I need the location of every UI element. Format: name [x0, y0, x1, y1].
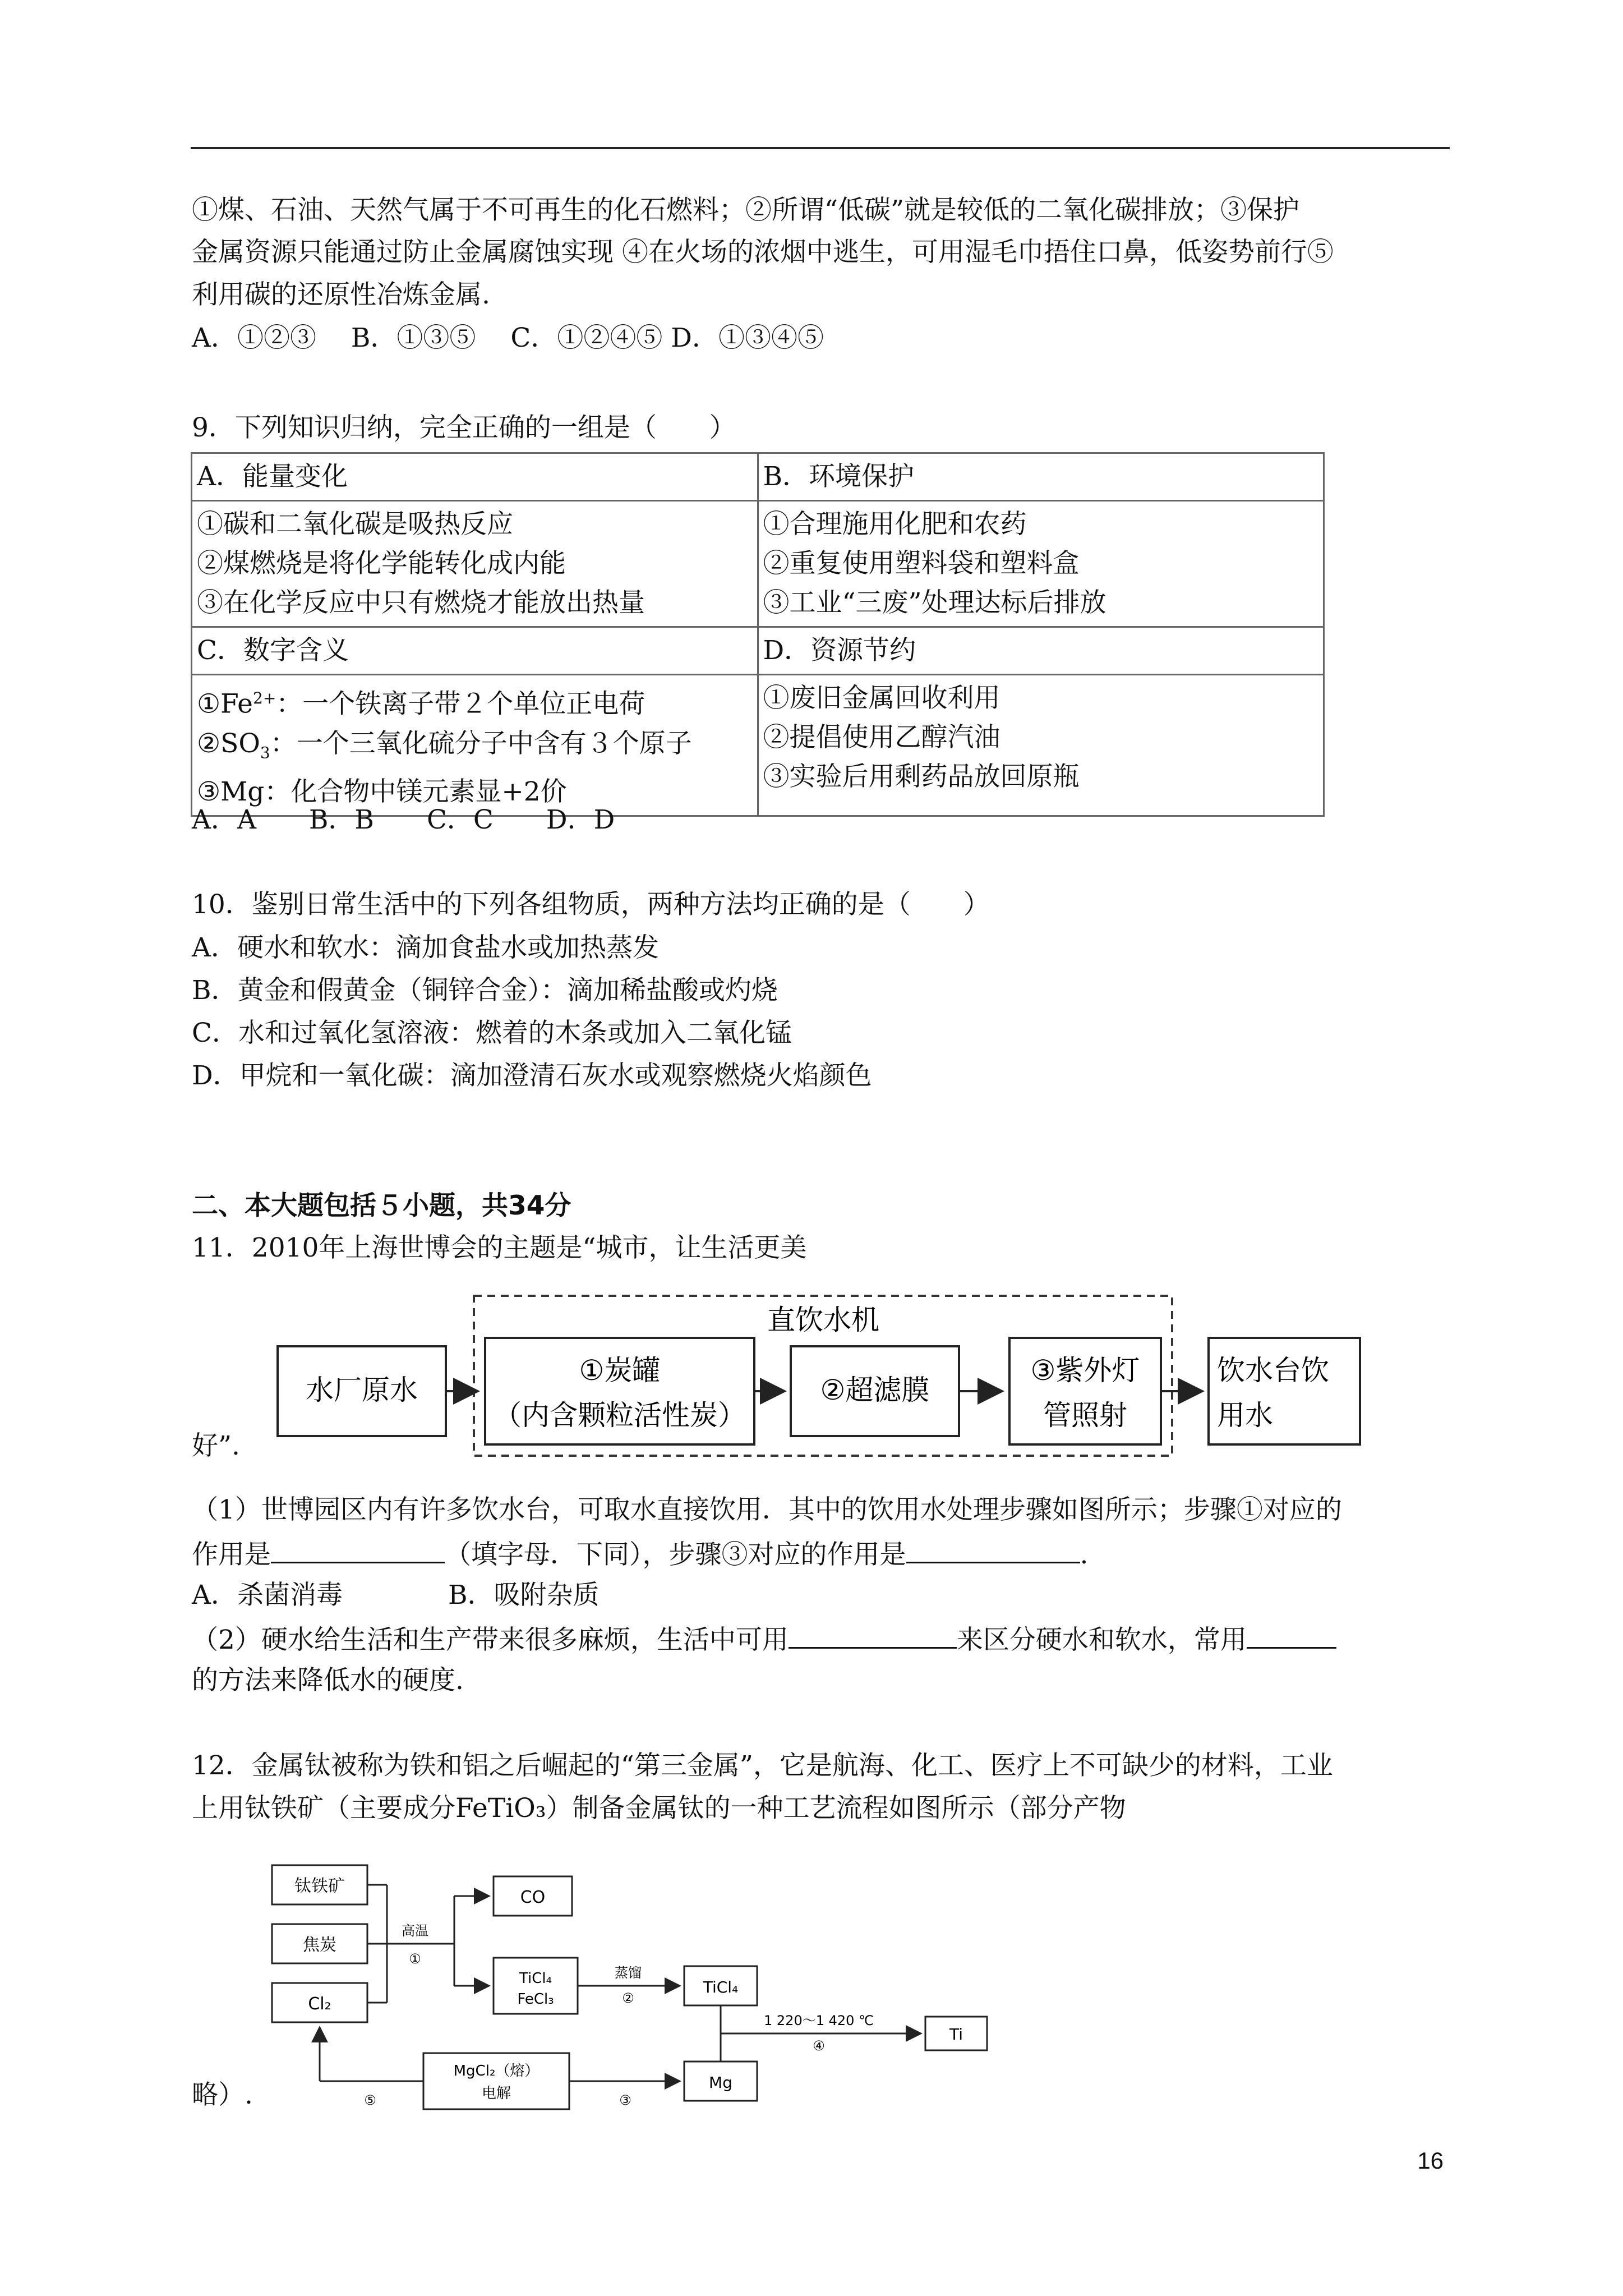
q12-titanium-process-diagram [264, 1851, 993, 2143]
q9-cell-c-head: C．数字含义 [192, 627, 758, 675]
q12-line-2: 上用钛铁矿（主要成分FeTiO₃）制备金属钛的一种工艺流程如图所示（部分产物 [192, 1793, 1126, 1824]
q9-c1-formula: ①Fe [197, 688, 253, 720]
q12-step-1: ① [409, 1951, 421, 1967]
q11-blank-distinguish[interactable] [789, 1621, 957, 1649]
q11-step1-label-b: （内含颗粒活性炭） [494, 1399, 746, 1432]
q9-c1-text: ：一个铁离子带２个单位正电荷 [276, 688, 645, 720]
q11-output-label-a: 饮水台饮 [1217, 1354, 1329, 1387]
q9-cell-a [192, 501, 758, 627]
q12-cl2-label: Cl₂ [308, 1994, 331, 2014]
q12-condition-2: 蒸馏 [615, 1965, 642, 1981]
q12-mgcl2-label-a: MgCl₂（熔） [453, 2063, 540, 2079]
q12-ore-label: 钛铁矿 [294, 1876, 345, 1896]
q9-cell-a-head: A．能量变化 [192, 453, 758, 501]
q10-option-b: B．黄金和假黄金（铜锌合金）：滴加稀盐酸或灼烧 [192, 975, 778, 1006]
q9-c1-charge: 2+ [253, 689, 276, 707]
q11-stem: 11．2010年上海世博会的主题是“城市，让生活更美 [192, 1232, 807, 1263]
q12-condition-1: 高温 [402, 1923, 428, 1939]
q11-raw-label: 水厂原水 [306, 1374, 418, 1406]
q8-line-2: 金属资源只能通过防止金属腐蚀实现 ④在火场的浓烟中逃生，可用湿毛巾捂住口鼻，低姿势前行⑤ [192, 237, 1334, 268]
q9-d-item: ③实验后用剩药品放回原瓶 [763, 761, 1080, 792]
q9-b-item: ②重复使用塑料袋和塑料盒 [763, 548, 1080, 579]
q11-part1-line-1: （1）世博园区内有许多饮水台，可取水直接饮用．其中的饮用水处理步骤如图所示；步骤①对应的 [192, 1494, 1342, 1525]
q12-line-3: 略）. [192, 2079, 253, 2110]
q10-option-d: D．甲烷和一氧化碳：滴加澄清石灰水或观察燃烧火焰颜色 [192, 1060, 872, 1091]
q11-blank-soften[interactable] [1247, 1621, 1336, 1649]
q9-cell-b-head: B．环境保护 [758, 453, 1324, 501]
q12-step-5: ⑤ [364, 2092, 376, 2108]
q11-part2-text-b: 来区分硬水和软水，常用 [956, 1625, 1247, 1655]
q11-part1-line-2 [192, 1536, 1088, 1572]
q11-water-treatment-diagram [275, 1285, 1374, 1470]
q9-knowledge-table [191, 452, 1325, 817]
q9-a-item: ②煤燃烧是将化学能转化成内能 [197, 548, 566, 579]
q9-cell-d-head: D．资源节约 [758, 627, 1324, 675]
q12-mgcl2-label-b: 电解 [481, 2085, 511, 2102]
q11-group-label: 直饮水机 [767, 1304, 879, 1336]
q12-coke-label: 焦炭 [303, 1935, 336, 1955]
q11-part2-text-a: （2）硬水给生活和生产带来很多麻烦，生活中可用 [192, 1625, 789, 1655]
q9-c2-subscript: 3 [260, 743, 270, 762]
q12-mg-label: Mg [709, 2073, 732, 2092]
q9-cell-c [192, 675, 758, 816]
q9-c2-text: ：一个三氧化硫分子中含有３个原子 [270, 728, 692, 759]
q10-stem: 10．鉴别日常生活中的下列各组物质，两种方法均正确的是（ ） [192, 889, 990, 920]
q12-co-label: CO [520, 1888, 546, 1907]
q10-option-c: C．水和过氧化氢溶液：燃着的木条或加入二氧化锰 [192, 1018, 792, 1048]
section-heading: 二、本大题包括５小题，共34分 [192, 1190, 571, 1221]
q9-b-item: ①合理施用化肥和农药 [763, 509, 1027, 540]
q9-d-item: ①废旧金属回收利用 [763, 683, 1000, 714]
q11-step1-label-a: ①炭罐 [579, 1354, 661, 1387]
q11-step2-label: ②超滤膜 [820, 1374, 930, 1406]
q9-cell-d [758, 675, 1324, 816]
q9-c-item-1 [197, 679, 753, 724]
q12-step-4: ④ [813, 2038, 825, 2054]
q9-a-item: ①碳和二氧化碳是吸热反应 [197, 509, 513, 540]
q12-mix-label-2: FeCl₃ [517, 1991, 554, 2008]
q10-option-a: A．硬水和软水：滴加食盐水或加热蒸发 [192, 932, 659, 963]
q8-options: A．①②③ B．①③⑤ C．①②④⑤ D．①③④⑤ [192, 323, 824, 353]
q11-options: A．杀菌消毒 B．吸附杂质 [192, 1580, 600, 1611]
q9-c2-formula: ②SO [197, 728, 260, 759]
q9-options: A．A B．B C．C D．D [192, 804, 615, 835]
q11-part2-line-2: 的方法来降低水的硬度. [192, 1665, 464, 1696]
q9-c-item-2 [197, 724, 753, 772]
q11-blank-step1[interactable] [271, 1536, 445, 1563]
q12-line-1: 12．金属钛被称为铁和铝之后崛起的“第三金属”，它是航海、化工、医疗上不可缺少的材料，工业 [192, 1750, 1333, 1781]
q9-b-item: ③工业“三废”处理达标后排放 [763, 587, 1106, 618]
q9-stem: 9．下列知识归纳，完全正确的一组是（ ） [192, 412, 736, 443]
q8-line-1: ①煤、石油、天然气属于不可再生的化石燃料；②所谓“低碳”就是较低的二氧化碳排放；③保护 [192, 195, 1300, 226]
q9-d-item: ②提倡使用乙醇汽油 [763, 722, 1000, 753]
q12-step-3: ③ [619, 2092, 631, 2108]
q12-step-2: ② [622, 1990, 634, 2006]
q11-part1-text-b: （填字母．下同），步骤③对应的作用是 [445, 1539, 906, 1570]
q12-mix-label-1: TiCl₄ [519, 1970, 552, 1987]
header-rule [191, 147, 1450, 149]
q9-cell-b [758, 501, 1324, 627]
q12-ti-label: Ti [949, 2025, 963, 2044]
q11-part1-text-a: 作用是 [192, 1539, 271, 1570]
q11-part1-text-c: . [1080, 1539, 1089, 1570]
q12-ticl4-label: TiCl₄ [703, 1978, 739, 1996]
q8-line-3: 利用碳的还原性冶炼金属. [192, 279, 490, 310]
q11-step3-label-b: 管照射 [1043, 1399, 1127, 1432]
q11-blank-step3[interactable] [906, 1536, 1080, 1563]
q11-part2-line-1 [192, 1621, 1336, 1657]
q11-output-label-b: 用水 [1217, 1399, 1273, 1432]
q9-c-item-3: ③Mg：化合物中镁元素显+2价 [197, 776, 567, 808]
q11-stem-end: 好”. [192, 1430, 240, 1461]
q11-step3-label-a: ③紫外灯 [1030, 1354, 1140, 1387]
page-number: 16 [1417, 2147, 1444, 2174]
q12-condition-4: 1 220～1 420 ℃ [764, 2013, 874, 2028]
q9-a-item: ③在化学反应中只有燃烧才能放出热量 [197, 587, 645, 618]
